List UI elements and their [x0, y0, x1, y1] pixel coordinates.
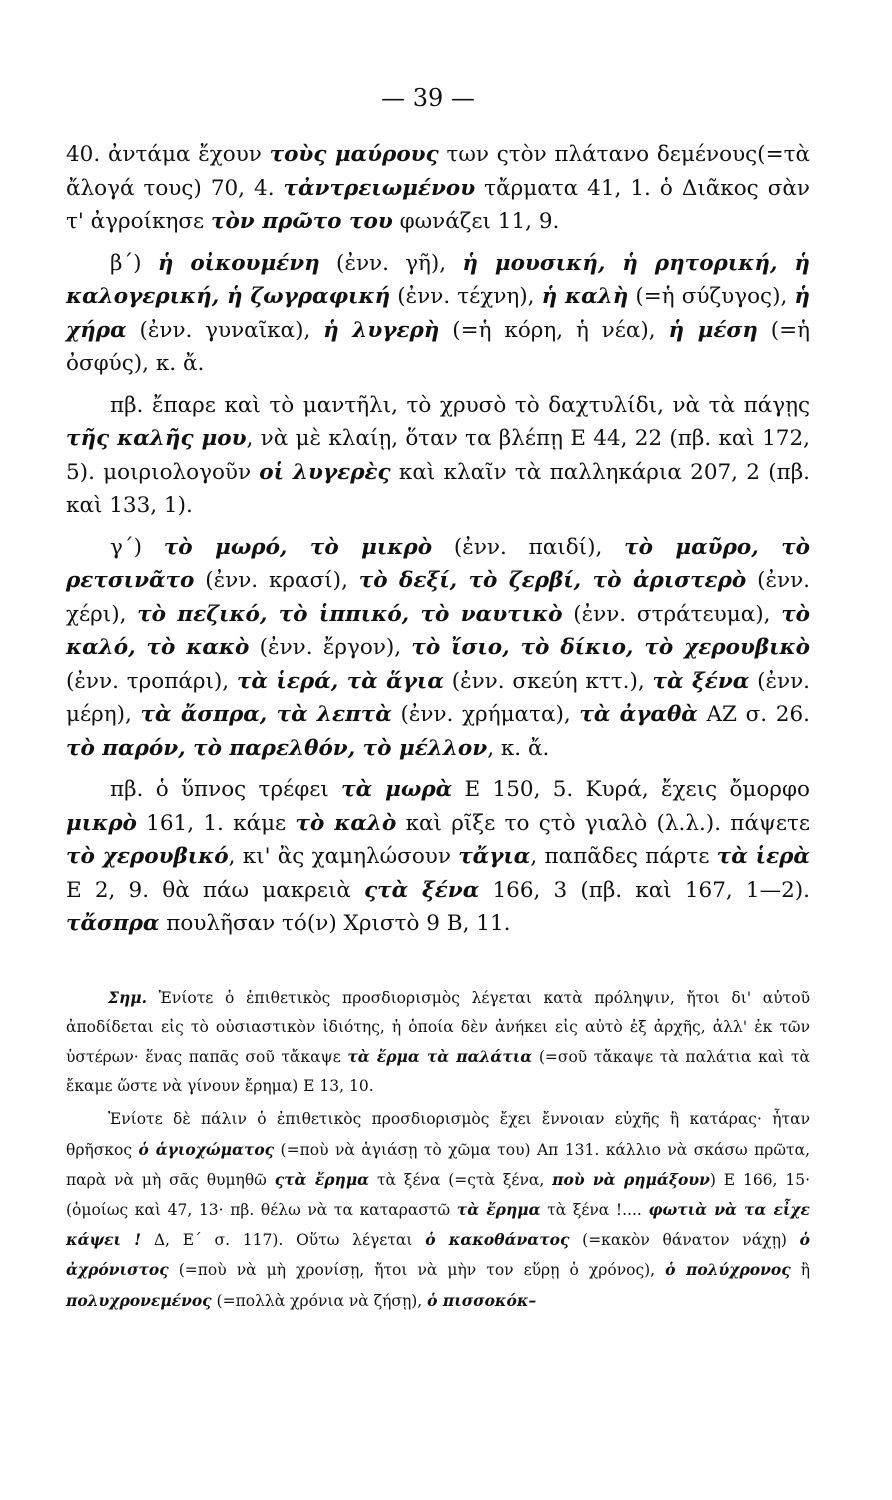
emphasized-term: ἡ χήρα — [66, 284, 811, 343]
text-run: των ςτὸν πλάτανο δεμένους(=τὰ ἄλογά τους) 70, 4. — [66, 142, 810, 201]
emphasized-term: τὰ ἀγαθὰ — [579, 702, 698, 727]
text-run: καὶ κλαῖν τὰ παλληκάρια 207, 2 (πβ. καὶ 133, 1). — [66, 459, 810, 518]
emphasized-term: τὸ μωρό, τὸ μικρὸ — [163, 534, 433, 560]
emphasized-term: ἡ λυγερὴ — [323, 317, 440, 343]
main-text — [66, 138, 810, 941]
text-run: , νὰ μὲ κλαίῃ, ὅταν τα βλέπῃ Ε 44, 22 (πβ. καὶ 172, 5). μοιριολογοῦν — [66, 426, 810, 485]
emphasized-term: ςτὰ ξένα — [364, 877, 480, 903]
emphasized-term: τὸ ἴσιο, τὸ δίκιο, τὸ χερουβικὸ — [411, 635, 811, 660]
text-run: 166, 3 (πβ. καὶ 167, 1—2). — [479, 877, 810, 903]
emphasized-term: ἡ μέση — [668, 317, 758, 343]
emphasized-term: πολυχρονεμένος — [66, 1290, 212, 1310]
emphasized-term: ὁ ἁγιοχώματος — [138, 1139, 275, 1159]
text-run: (=σοῦ τἄκαψε τὰ παλάτια καὶ τὰ ἔκαμε ὥστε νὰ γίνουν ἔρημα) Ε 13, 10. — [66, 1047, 810, 1096]
text-run: ἢ — [790, 1261, 810, 1280]
text-run: (ἐνν. μέρη), — [66, 668, 810, 727]
emphasized-term: ὁ πισσοκόκ– — [427, 1290, 537, 1310]
emphasized-term: τἄγια — [458, 844, 531, 869]
emphasized-term: φωτιὰ νὰ τα εἶχε κάψει ! — [66, 1199, 810, 1250]
emphasized-term: Σημ. — [108, 987, 147, 1007]
emphasized-term: τὰ ἔρημα — [456, 1199, 541, 1219]
text-run: (=ἡ σύζυγος), — [628, 284, 795, 309]
text-run: Ἐνίοτε ὁ ἐπιθετικὸς προσδιορισμὸς λέγεται κατὰ πρόληψιν, ἤτοι δι' αὐτοῦ ἀποδίδεται εἰς τὸ οὐσιαστικὸν ἰδιότης, ἡ ὁποία δὲν ἀνήκει εἰς αὐτὸ ἐξ ἀρχῆς, ἀλλ' ἐκ τῶν ὑστέρων· ἕνας παπᾶς σοῦ τἄκαψε — [66, 988, 810, 1066]
emphasized-term: τῆς καλῆς μου — [66, 426, 247, 451]
emphasized-term: τὰ ἱερά, τὰ ἅγια — [236, 668, 444, 694]
text-run: Δ, Ε΄ σ. 117). Οὕτω λέγεται — [141, 1231, 426, 1250]
text-run: (ἐνν. ἔργον), — [249, 635, 412, 660]
emphasized-term: τὸ καλὸ — [295, 810, 397, 836]
page-number: — 39 — — [381, 84, 475, 112]
text-run: (=ἡ κόρη, ἡ νέα), — [439, 317, 669, 343]
emphasized-term: τἀντρειωμένου — [283, 175, 476, 201]
text-run: β΄) — [110, 250, 158, 276]
emphasized-term: τἄσπρα — [66, 911, 160, 936]
text-run: , παπᾶδες πάρτε — [530, 844, 717, 869]
text-run: (ἐνν. παιδί), — [432, 534, 625, 560]
text-run: πβ. ἔπαρε καὶ τὸ μαντῆλι, τὸ χρυσὸ τὸ δαχτυλίδι, νὰ τὰ πάγῃς — [110, 392, 810, 418]
emphasized-term: τὰ ξένα — [652, 668, 750, 694]
emphasized-term: τοὺς μαύρους — [269, 142, 439, 167]
emphasized-term: τὰ ἱερὰ — [716, 844, 810, 869]
emphasized-term: τὸν πρῶτο του — [211, 209, 393, 234]
text-run: (ἐνν. γυναῖκα), — [126, 317, 324, 343]
emphasized-term: ποὺ νὰ ρημάξουν — [552, 1169, 710, 1189]
text-run: τὰ ξένα !.... — [540, 1200, 649, 1219]
text-run: καὶ ρῖξε το ςτὸ γιαλὸ (λ.λ.). πάψετε — [396, 810, 810, 836]
text-run: τὰ ξένα (=ςτὰ ξένα, — [369, 1170, 553, 1189]
emphasized-term: τὸ δεξί, τὸ ζερβί, τὸ ἀριστερὸ — [358, 568, 747, 593]
paragraph-example-40 — [66, 138, 810, 239]
text-run: Ἐνίοτε δὲ πάλιν ὁ ἐπιθετικὸς προσδιορισμὸς ἔχει ἔννοιαν εὐχῆς ἢ κατάρας· ἦταν θρῆσκος — [66, 1110, 810, 1159]
text-run: (=ποὺ νὰ ἁγιάσῃ τὸ χῶμα του) Απ 131. κάλλιο νὰ σκάσω πρῶτα, παρὰ νὰ μὴ σᾶς θυμηθῶ — [66, 1140, 810, 1189]
paragraph-beta — [66, 247, 810, 381]
emphasized-term: ὁ ἀχρόνιστος — [66, 1230, 811, 1280]
note-wish-curse — [66, 1105, 810, 1315]
paragraph-gamma — [66, 531, 810, 766]
text-run: ΑΖ σ. 26. — [697, 702, 810, 727]
emphasized-term: οἱ λυγερὲς — [259, 459, 391, 485]
text-run: (ἐνν. τέχνη), — [390, 284, 542, 309]
note-prolepsis — [66, 983, 810, 1102]
emphasized-term: μικρὸ — [66, 810, 137, 836]
emphasized-term: τὸ χερουβικό — [66, 844, 229, 869]
text-run: (ἐνν. τροπάρι), — [66, 668, 237, 694]
emphasized-term: τὰ ἄσπρα, τὰ λεπτὰ — [140, 702, 392, 727]
text-run: , κ. ἄ. — [487, 735, 550, 761]
text-run: (ἐνν. στράτευμα), — [562, 601, 782, 627]
text-run: , κι' ἂς χαμηλώσουν — [228, 844, 459, 869]
book-page — [66, 84, 810, 1316]
text-run: γ΄) — [110, 534, 164, 560]
emphasized-term: τὰ ἔρμα τὰ παλάτια — [347, 1046, 533, 1066]
text-run: (=κακὸν θάνατον νάχῃ) — [569, 1231, 800, 1250]
emphasized-term: ὁ κακοθάνατος — [425, 1230, 570, 1250]
emphasized-term: τὸ μαῦρο, τὸ ρετσινᾶτο — [66, 534, 811, 593]
emphasized-term: τὸ καλό, τὸ κακὸ — [66, 601, 811, 660]
emphasized-term: ἡ οἰκουμένη — [157, 250, 320, 276]
text-run: (=ἡ ὀσφύς), κ. ἄ. — [66, 317, 810, 376]
emphasized-term: ἡ μουσική, ἡ ρητορική, ἡ καλογερική, ἡ ζωγραφική — [66, 250, 810, 309]
emphasized-term: ἡ καλὴ — [541, 284, 629, 309]
text-run: 40. ἀντάμα ἔχουν — [66, 142, 270, 167]
footnote-section — [66, 983, 810, 1316]
emphasized-term: τὰ μωρὰ — [341, 777, 453, 802]
text-run: τἄρματα 41, 1. ὁ Διᾶκος σὰν τ' ἀγροίκησε — [66, 175, 810, 234]
text-run: Ε 2, 9. θὰ πάω μακρειὰ — [66, 877, 365, 903]
text-run: πβ. ὁ ὕπνος τρέφει — [110, 777, 342, 802]
emphasized-term: τὸ πεζικό, τὸ ἱππικό, τὸ ναυτικὸ — [137, 601, 563, 627]
emphasized-term: τὸ παρόν, τὸ παρελθόν, τὸ μέλλον — [66, 735, 488, 761]
text-run: (ἐνν. σκεύη κττ.), — [443, 668, 653, 694]
text-run: (ἐνν. κρασί), — [194, 568, 359, 593]
emphasized-term: ςτὰ ἔρημα — [274, 1169, 370, 1189]
text-run: (ἐνν. χέρι), — [66, 568, 810, 627]
text-run: (=ποὺ νὰ μὴ χρονίσῃ, ἤτοι νὰ μὴν τον εὕρῃ ὁ χρόνος), — [168, 1261, 666, 1280]
text-run: (ἐνν. γῆ), — [319, 250, 463, 276]
text-run: (ἐνν. χρήματα), — [391, 702, 580, 727]
text-run: Ε 150, 5. Κυρά, ἔχεις ὄμορφο — [452, 777, 810, 802]
text-run: (=πολλὰ χρόνια νὰ ζήσῃ), — [211, 1291, 428, 1310]
text-run: ) Ε 166, 15· (ὁμοίως καὶ 47, 13· πβ. θέλω νὰ τα καταραστῶ — [66, 1170, 810, 1219]
emphasized-term: ὁ πολύχρονος — [665, 1260, 791, 1280]
text-run: πουλῆσαν τό(ν) Χριστὸ 9 Β, 11. — [159, 911, 511, 936]
text-run: φωνάζει 11, 9. — [392, 209, 560, 234]
paragraph-beta-examples — [66, 389, 810, 523]
paragraph-gamma-examples — [66, 773, 810, 941]
text-run: 161, 1. κάμε — [136, 810, 296, 836]
